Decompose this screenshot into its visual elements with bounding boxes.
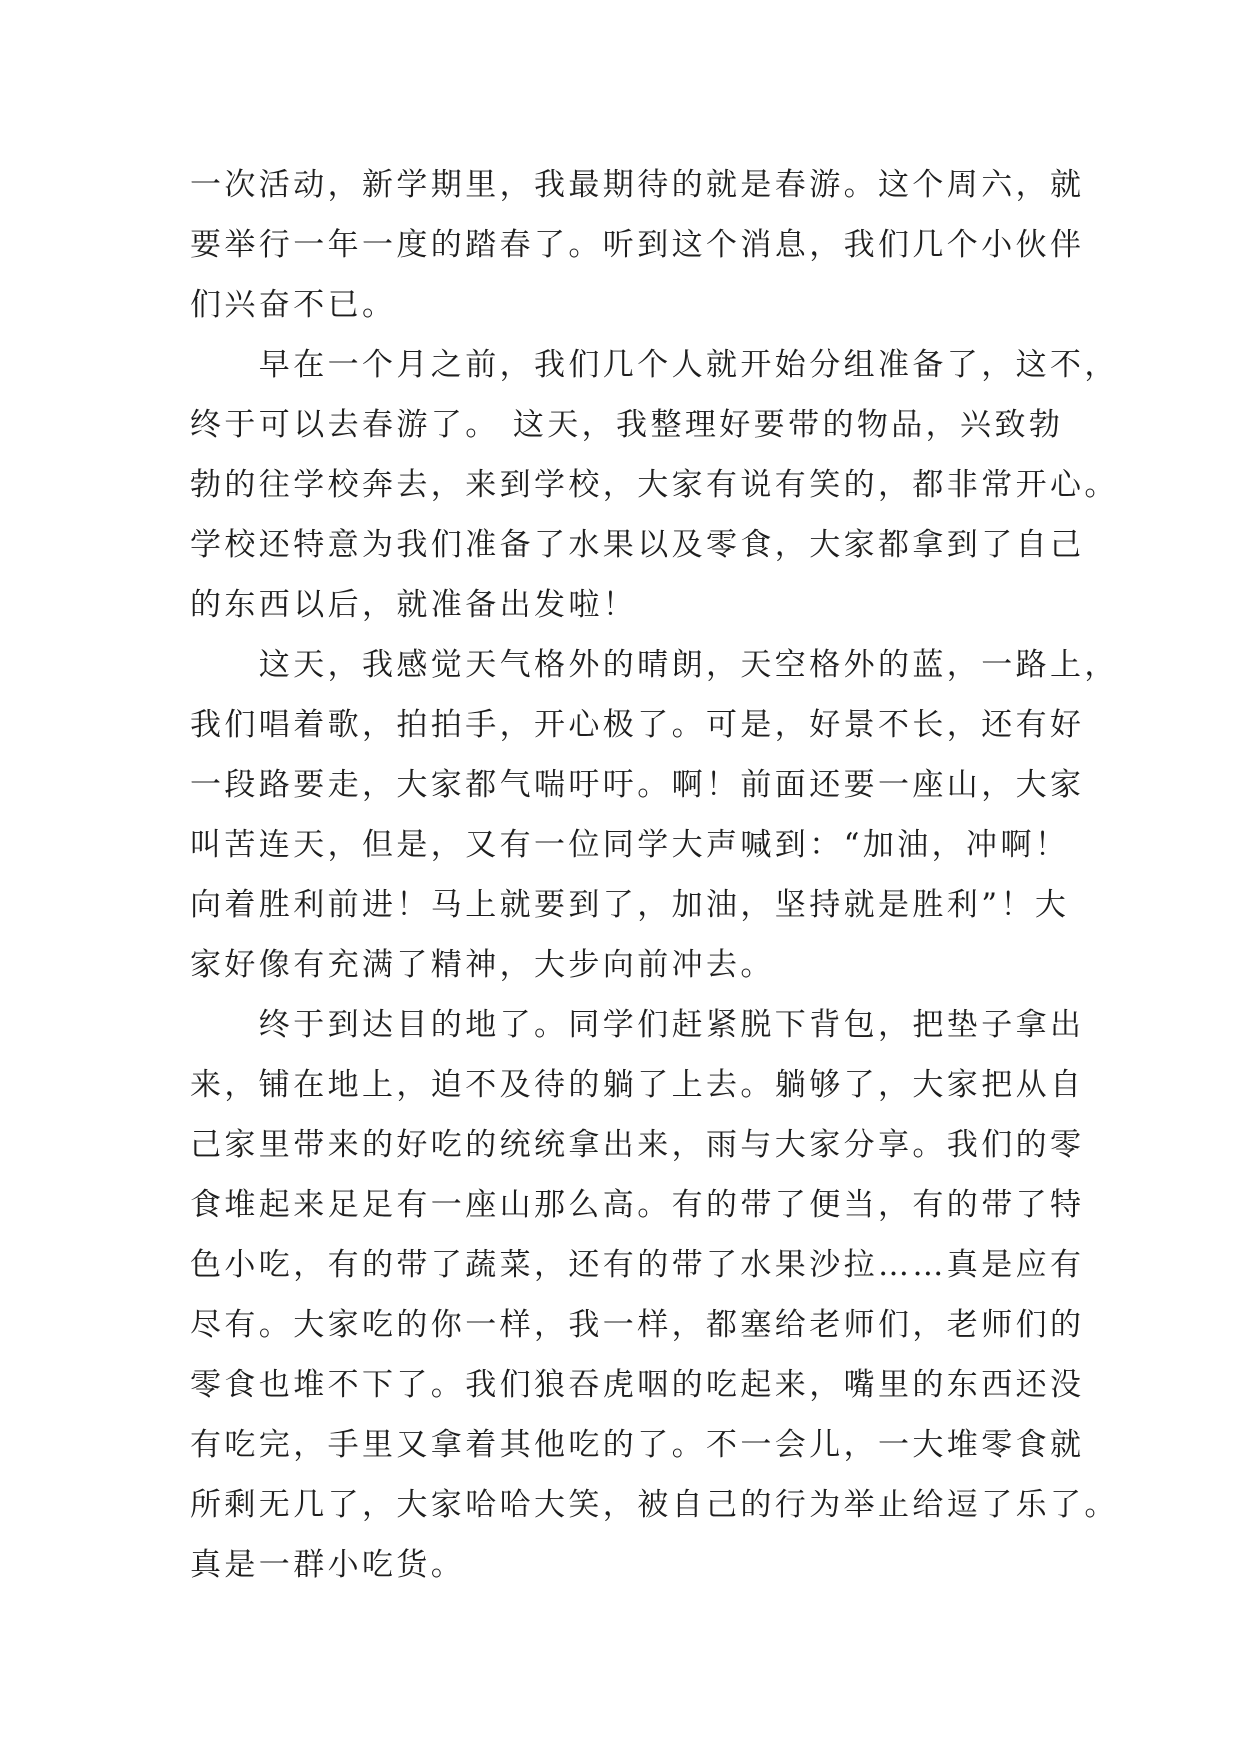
text-line: 有吃完，手里又拿着其他吃的了。不一会儿，一大堆零食就 xyxy=(190,1427,1085,1463)
text-line: 来，铺在地上，迫不及待的躺了上去。躺够了，大家把从自 xyxy=(190,1067,1085,1103)
text-line: 叫苦连天，但是，又有一位同学大声喊到：“加油，冲啊！ xyxy=(190,827,1070,863)
text-line: 色小吃，有的带了蔬菜，还有的带了水果沙拉……真是应有 xyxy=(190,1247,1085,1283)
text-line: 向着胜利前进！马上就要到了，加油，坚持就是胜利”！大 xyxy=(190,887,1070,923)
text-line: 这天，我感觉天气格外的晴朗，天空格外的蓝，一路上， xyxy=(190,647,1119,683)
text-line: 我们唱着歌，拍拍手，开心极了。可是，好景不长，还有好 xyxy=(190,707,1085,743)
text-line: 学校还特意为我们准备了水果以及零食，大家都拿到了自己 xyxy=(190,527,1085,563)
essay-body xyxy=(190,155,1119,1595)
text-line: 尽有。大家吃的你一样，我一样，都塞给老师们，老师们的 xyxy=(190,1307,1085,1343)
text-line: 早在一个月之前，我们几个人就开始分组准备了，这不， xyxy=(190,347,1119,383)
text-line: 终于到达目的地了。同学们赶紧脱下背包，把垫子拿出 xyxy=(190,1007,1085,1043)
text-line: 真是一群小吃货。 xyxy=(190,1547,466,1583)
text-line: 一段路要走，大家都气喘吁吁。啊！前面还要一座山，大家 xyxy=(190,767,1085,803)
text-line: 要举行一年一度的踏春了。听到这个消息，我们几个小伙伴 xyxy=(190,227,1085,263)
text-line: 终于可以去春游了。 这天，我整理好要带的物品，兴致勃 xyxy=(190,407,1064,443)
text-line: 零食也堆不下了。我们狼吞虎咽的吃起来，嘴里的东西还没 xyxy=(190,1367,1085,1403)
text-line: 食堆起来足足有一座山那么高。有的带了便当，有的带了特 xyxy=(190,1187,1085,1223)
text-line: 勃的往学校奔去，来到学校，大家有说有笑的，都非常开心。 xyxy=(190,467,1119,503)
text-line: 的东西以后，就准备出发啦！ xyxy=(190,587,638,623)
text-line: 们兴奋不已。 xyxy=(190,287,397,323)
text-line: 己家里带来的好吃的统统拿出来，雨与大家分享。我们的零 xyxy=(190,1127,1085,1163)
text-line: 家好像有充满了精神，大步向前冲去。 xyxy=(190,947,775,983)
text-line: 一次活动，新学期里，我最期待的就是春游。这个周六，就 xyxy=(190,167,1085,203)
text-line: 所剩无几了，大家哈哈大笑，被自己的行为举止给逗了乐了。 xyxy=(190,1487,1119,1523)
